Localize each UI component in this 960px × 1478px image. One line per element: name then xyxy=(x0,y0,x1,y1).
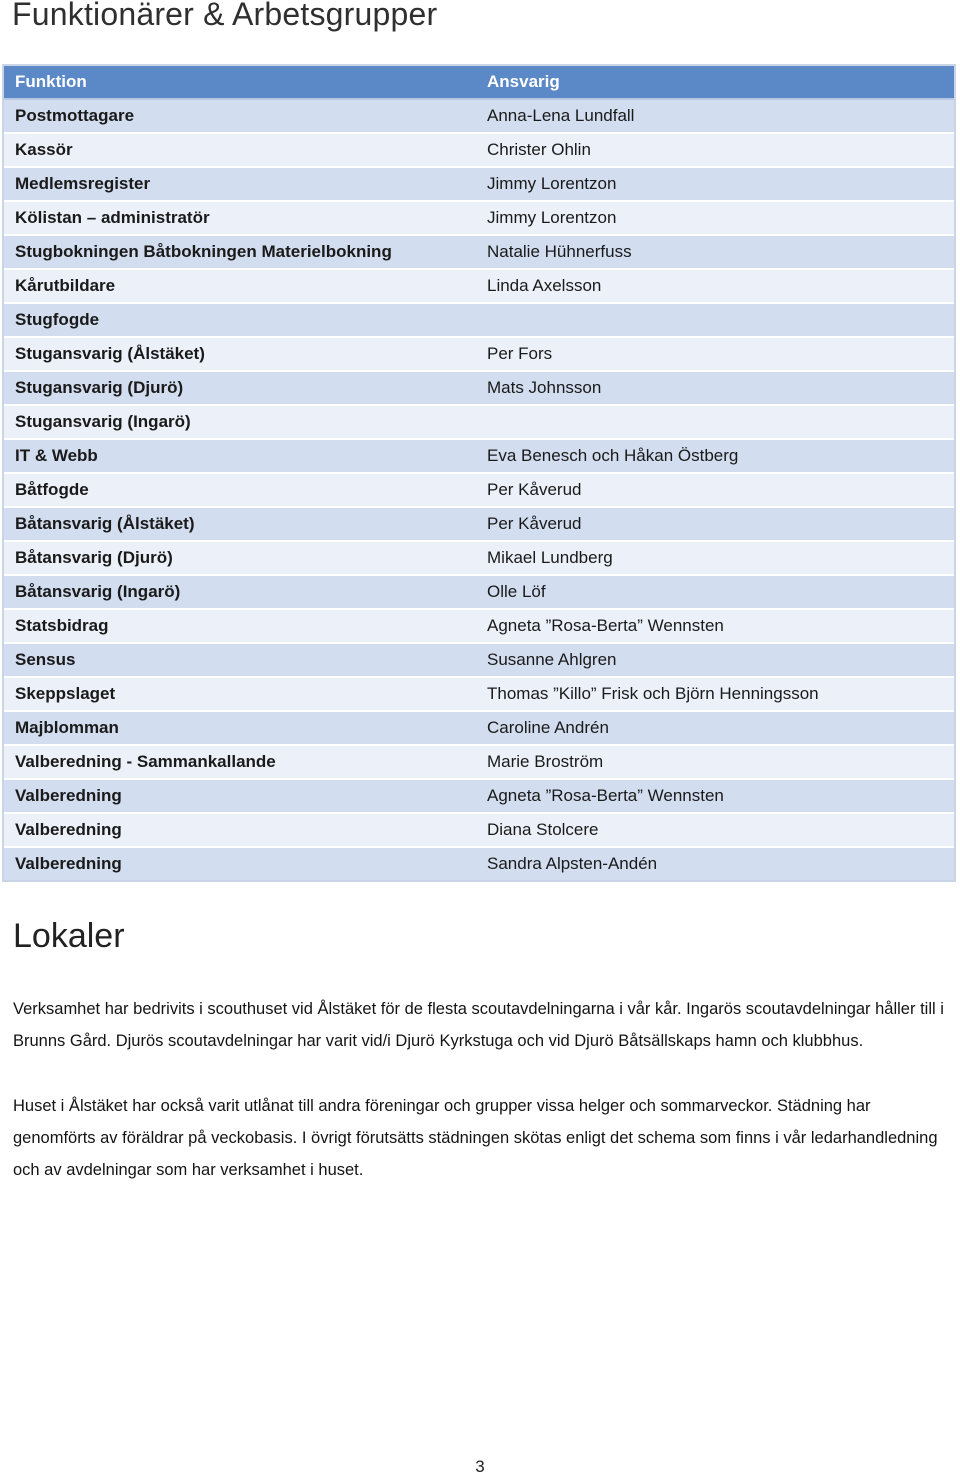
responsible-cell: Jimmy Lorentzon xyxy=(476,168,954,202)
responsible-cell: Diana Stolcere xyxy=(476,814,954,848)
responsible-cell: Susanne Ahlgren xyxy=(476,644,954,678)
responsible-cell: Natalie Hühnerfuss xyxy=(476,236,954,270)
function-cell: Skeppslaget xyxy=(4,678,476,712)
function-cell: Majblomman xyxy=(4,712,476,746)
function-cell: IT & Webb xyxy=(4,440,476,474)
responsible-cell: Per Kåverud xyxy=(476,508,954,542)
function-cell: Båtfogde xyxy=(4,474,476,508)
table-row xyxy=(4,168,954,202)
function-cell: Valberedning xyxy=(4,848,476,880)
responsible-cell: Mats Johnsson xyxy=(476,372,954,406)
function-cell: Båtansvarig (Djurö) xyxy=(4,542,476,576)
table-row xyxy=(4,440,954,474)
responsible-cell: Christer Ohlin xyxy=(476,134,954,168)
function-cell: Statsbidrag xyxy=(4,610,476,644)
responsible-cell: Linda Axelsson xyxy=(476,270,954,304)
table-row xyxy=(4,610,954,644)
function-cell: Båtansvarig (Ingarö) xyxy=(4,576,476,610)
table-row xyxy=(4,814,954,848)
page-number: 3 xyxy=(475,1457,485,1476)
page-title: Funktionärer & Arbetsgrupper xyxy=(12,0,438,32)
responsible-cell: Eva Benesch och Håkan Östberg xyxy=(476,440,954,474)
function-cell: Stugansvarig (Ålstäket) xyxy=(4,338,476,372)
function-cell: Stugansvarig (Djurö) xyxy=(4,372,476,406)
function-cell: Stugfogde xyxy=(4,304,476,338)
table-row xyxy=(4,712,954,746)
table-row xyxy=(4,508,954,542)
table-row xyxy=(4,338,954,372)
function-cell: Kassör xyxy=(4,134,476,168)
table-row xyxy=(4,780,954,814)
responsible-cell: Caroline Andrén xyxy=(476,712,954,746)
responsible-cell: Thomas ”Killo” Frisk och Björn Henningsson xyxy=(476,678,954,712)
table-row xyxy=(4,406,954,440)
responsible-cell: Anna-Lena Lundfall xyxy=(476,100,954,134)
responsible-cell: Olle Löf xyxy=(476,576,954,610)
column-header-responsible: Ansvarig xyxy=(476,66,954,100)
responsible-cell xyxy=(476,406,954,440)
responsible-cell: Agneta ”Rosa-Berta” Wennsten xyxy=(476,780,954,814)
lokaler-paragraph: Verksamhet har bedrivits i scouthuset vid Ålstäket för de flesta scoutavdelningarna i vår kår. Ingarös scoutavdelningar håller till i Brunns Gård. Djurös scoutavdelningar har varit vid/i Djurö Kyrkstuga och vid Djurö Båtsällskaps hamn och klubbhus. xyxy=(13,1000,944,1050)
table-row xyxy=(4,270,954,304)
table-row xyxy=(4,746,954,780)
function-cell: Kårutbildare xyxy=(4,270,476,304)
responsible-cell xyxy=(476,304,954,338)
table-row xyxy=(4,576,954,610)
roster-table xyxy=(2,64,956,882)
table-row xyxy=(4,202,954,236)
table-row xyxy=(4,644,954,678)
table-row xyxy=(4,474,954,508)
table-row xyxy=(4,134,954,168)
responsible-cell: Per Kåverud xyxy=(476,474,954,508)
table-row xyxy=(4,678,954,712)
lokaler-paragraph: Huset i Ålstäket har också varit utlånat till andra föreningar och grupper vissa helger och sommarveckor. Städning har genomförts av föräldrar på veckobasis. I övrigt förutsätts städningen skötas enligt det schema som finns i vår ledarhandledning och av avdelningar som har verksamhet i huset. xyxy=(13,1097,938,1179)
function-cell: Sensus xyxy=(4,644,476,678)
function-cell: Valberedning xyxy=(4,814,476,848)
table-row xyxy=(4,100,954,134)
function-cell: Valberedning xyxy=(4,780,476,814)
table-row xyxy=(4,304,954,338)
responsible-cell: Marie Broström xyxy=(476,746,954,780)
responsible-cell: Sandra Alpsten-Andén xyxy=(476,848,954,880)
table-header-row xyxy=(4,66,954,100)
function-cell: Postmottagare xyxy=(4,100,476,134)
responsible-cell: Mikael Lundberg xyxy=(476,542,954,576)
function-cell: Valberedning - Sammankallande xyxy=(4,746,476,780)
responsible-cell: Jimmy Lorentzon xyxy=(476,202,954,236)
function-cell: Båtansvarig (Ålstäket) xyxy=(4,508,476,542)
table-row xyxy=(4,372,954,406)
table-row xyxy=(4,542,954,576)
responsible-cell: Per Fors xyxy=(476,338,954,372)
roster-body xyxy=(4,100,954,880)
lokaler-heading: Lokaler xyxy=(13,917,125,955)
function-cell: Stugbokningen Båtbokningen Materielbokning xyxy=(4,236,476,270)
table-row xyxy=(4,236,954,270)
table-row xyxy=(4,848,954,880)
function-cell: Medlemsregister xyxy=(4,168,476,202)
function-cell: Kölistan – administratör xyxy=(4,202,476,236)
column-header-function: Funktion xyxy=(4,66,476,100)
function-cell: Stugansvarig (Ingarö) xyxy=(4,406,476,440)
responsible-cell: Agneta ”Rosa-Berta” Wennsten xyxy=(476,610,954,644)
